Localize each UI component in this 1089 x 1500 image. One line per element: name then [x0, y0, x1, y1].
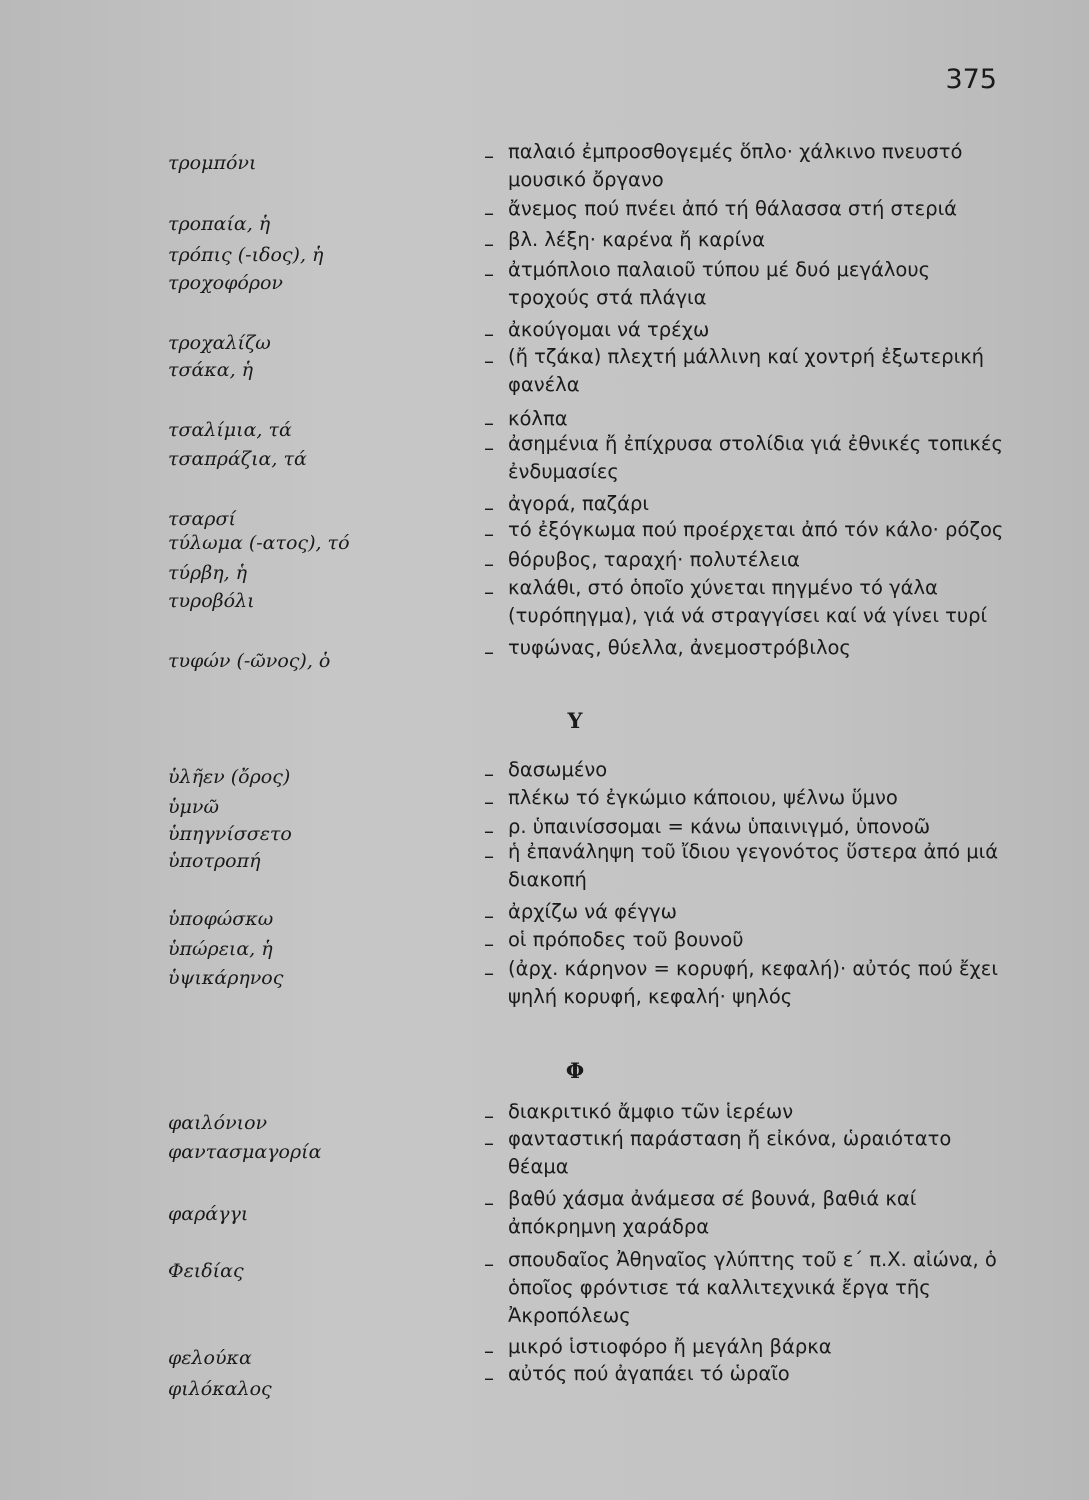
entry-dash: –: [484, 262, 494, 286]
entry-dash: –: [484, 232, 494, 256]
entry-dash: –: [484, 322, 494, 346]
entry-term: τυροβόλι: [168, 590, 255, 612]
entry-term: φαιλόνιον: [168, 1112, 268, 1134]
entry-term: ὑψικάρηνος: [168, 967, 284, 989]
entry-definition: (ἀρχ. κάρηνον = κορυφή, κεφαλή)· αὐτός πού ἔχει ψηλή κορυφή, κεφαλή· ψηλός: [508, 957, 998, 1008]
entry-term: τσαλίμια, τά: [168, 419, 292, 441]
entry-definition: ἀγορά, παζάρι: [508, 492, 649, 515]
entry-dash: –: [484, 1104, 494, 1128]
entry-definition: φανταστική παράσταση ἤ εἰκόνα, ὡραιότατο θέαμα: [508, 1127, 952, 1178]
section-heading-upsilon: Υ: [567, 708, 583, 733]
entry-dash: –: [484, 580, 494, 604]
entry-dash: –: [484, 904, 494, 928]
entry-definition: ρ. ὑπαινίσσομαι = κάνω ὑπαινιγμό, ὑπονοῶ: [508, 815, 931, 838]
entry-definition: διακριτικό ἄμφιο τῶν ἱερέων: [508, 1100, 794, 1123]
entry-definition: κόλπα: [508, 407, 568, 430]
entry-definition: τό ἐξόγκωμα πού προέρχεται ἀπό τόν κάλο· ρόζος: [508, 518, 1004, 541]
entry-dash: –: [484, 961, 494, 985]
entry-dash: –: [484, 640, 494, 664]
entry-dash: –: [484, 844, 494, 868]
entry-definition: βαθύ χάσμα ἀνάμεσα σέ βουνά, βαθιά καί ἀπόκρημνη χαράδρα: [508, 1187, 917, 1238]
entry-term: τσάκα, ἡ: [168, 359, 254, 381]
entry-definition: ἀσημένια ἤ ἐπίχρυσα στολίδια γιά ἐθνικές τοπικές ἐνδυμασίες: [508, 432, 1003, 483]
entry-term: τυφών (-ῶνος), ὁ: [168, 650, 331, 672]
entry-dash: –: [484, 522, 494, 546]
entry-definition: αὐτός πού ἀγαπάει τό ὡραῖο: [508, 1362, 790, 1385]
entry-term: ὑπηγνίσσετο: [168, 823, 292, 845]
entry-definition: ἀκούγομαι νά τρέχω: [508, 318, 710, 341]
section-heading-phi: Φ: [565, 1058, 585, 1083]
entry-term: τροχαλίζω: [168, 332, 271, 354]
entry-definition: θόρυβος, ταραχή· πολυτέλεια: [508, 548, 800, 571]
page-number: 375: [945, 64, 997, 95]
entry-definition: παλαιό ἐμπροσθογεμές ὅπλο· χάλκινο πνευστό μουσικό ὄργανο: [508, 140, 963, 191]
entry-term: τύλωμα (-ατος), τό: [168, 532, 350, 554]
entry-dash: –: [484, 1366, 494, 1390]
entry-dash: –: [484, 496, 494, 520]
entry-term: φιλόκαλος: [168, 1378, 272, 1400]
entry-term: φαράγγι: [168, 1203, 249, 1225]
entry-dash: –: [484, 932, 494, 956]
entry-dash: –: [484, 436, 494, 460]
entry-definition: ἡ ἐπανάληψη τοῦ ἴδιου γεγονότος ὕστερα ἀπό μιά διακοπή: [508, 840, 999, 891]
entry-dash: –: [484, 552, 494, 576]
entry-dash: –: [484, 1131, 494, 1155]
entry-definition: καλάθι, στό ὁποῖο χύνεται πηγμένο τό γάλα (τυρόπηγμα), γιά νά στραγγίσει καί νά γίνει τυρί: [508, 576, 988, 627]
entry-dash: –: [484, 1339, 494, 1363]
entry-dash: –: [484, 1191, 494, 1215]
entry-definition: μικρό ἱστιοφόρο ἤ μεγάλη βάρκα: [508, 1335, 832, 1358]
entry-dash: –: [484, 790, 494, 814]
entry-definition: δασωμένο: [508, 758, 608, 781]
entry-definition: σπουδαῖος Ἀθηναῖος γλύπτης τοῦ ε΄ π.Χ. αἰώνα, ὁ ὁποῖος φρόντισε τά καλλιτεχνικά ἔργα τῆς Ἀκροπόλεως: [508, 1248, 997, 1327]
entry-definition: τυφώνας, θύελλα, ἀνεμοστρόβιλος: [508, 636, 851, 659]
entry-definition: (ἤ τζάκα) πλεχτή μάλλινη καί χοντρή ἐξωτερική φανέλα: [508, 345, 985, 396]
entry-term: τύρβη, ἡ: [168, 562, 248, 584]
entry-term: τρόπις (-ιδος), ἡ: [168, 244, 324, 266]
entry-term: ὑλῆεν (ὄρος): [168, 766, 291, 788]
entry-term: ὑμνῶ: [168, 796, 219, 818]
entry-dash: –: [484, 349, 494, 373]
entry-definition: ἄνεμος πού πνέει ἀπό τή θάλασσα στή στεριά: [508, 197, 958, 220]
entry-term: Φειδίας: [168, 1260, 244, 1282]
entry-term: ὑπώρεια, ἡ: [168, 938, 273, 960]
entry-definition: οἱ πρόποδες τοῦ βουνοῦ: [508, 928, 744, 951]
entry-term: τσαπράζια, τά: [168, 448, 307, 470]
entry-term: φελούκα: [168, 1347, 252, 1369]
entry-dash: –: [484, 144, 494, 168]
entry-dash: –: [484, 762, 494, 786]
entry-term: τρομπόνι: [168, 152, 257, 174]
entry-term: τροπαία, ἡ: [168, 213, 271, 235]
entry-term: φαντασμαγορία: [168, 1141, 322, 1163]
entry-definition: ἀρχίζω νά φέγγω: [508, 900, 677, 923]
entry-definition: ἀτμόπλοιο παλαιοῦ τύπου μέ δυό μεγάλους τροχούς στά πλάγια: [508, 258, 931, 309]
entry-dash: –: [484, 411, 494, 435]
entry-dash: –: [484, 201, 494, 225]
entry-definition: πλέκω τό ἐγκώμιο κάποιου, ψέλνω ὕμνο: [508, 786, 898, 809]
entry-term: τροχοφόρον: [168, 272, 283, 294]
entry-term: ὑποφώσκω: [168, 908, 274, 930]
entry-dash: –: [484, 1252, 494, 1276]
entry-term: ὑποτροπή: [168, 850, 261, 872]
entry-definition: βλ. λέξη· καρένα ἤ καρίνα: [508, 228, 765, 251]
entry-dash: –: [484, 819, 494, 843]
entry-term: τσαρσί: [168, 508, 236, 530]
